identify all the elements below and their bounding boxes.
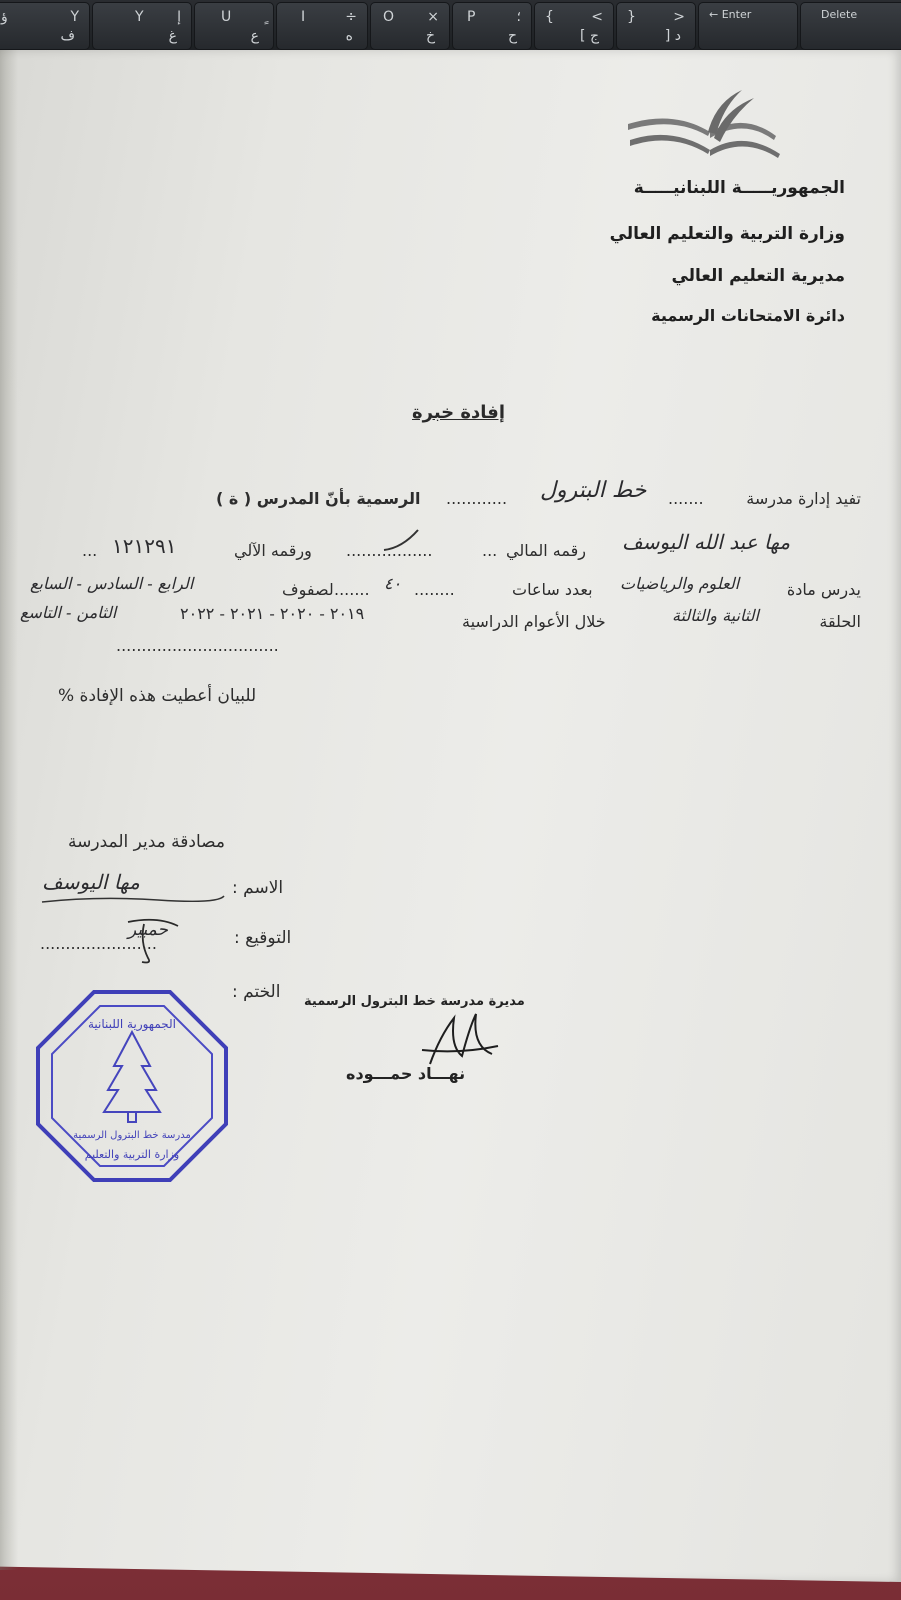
ministry-book-logo-icon [624,88,784,170]
enter-arrow-icon: ← [709,8,719,21]
key-u[interactable]: U ع [194,2,274,50]
key-y[interactable]: Y إ غ [92,2,192,50]
letterhead-department: دائرة الامتحانات الرسمية [651,306,845,325]
letterhead-ministry: وزارة التربية والتعليم العالي [609,224,845,244]
official-school-stamp-icon [34,988,230,1184]
page-fold-shadow [0,50,18,1570]
delete-key[interactable]: Delete [800,2,901,50]
financial-number-mark-icon [380,526,424,556]
keyboard [0,0,901,56]
years-label: خلال الأعوام الدراسية [462,612,606,631]
stamp-center-text: مدرسة خط البترول الرسمية [73,1130,191,1141]
key-p[interactable]: P ؛ ح [452,2,532,50]
stamp-bottom-text: وزارة التربية والتعليم [84,1148,180,1161]
classes-handwritten: الرابع - السادس - السابع [30,574,194,593]
signature-scribble-icon [118,912,210,968]
key-i[interactable]: I ÷ ه [276,2,368,50]
stamp-label: الختم : [232,982,281,1002]
director-name: نهـــاد حمـــوده [346,1064,466,1083]
closing-statement: للبيان أعطيت هذه الإفادة % [58,686,257,706]
financial-number-label: رقمه المالي [506,541,586,560]
subject-label: يدرس مادة [786,580,861,599]
principal-approval-heading: مصادقة مدير المدرسة [68,832,226,852]
letterhead-directorate: مديرية التعليم العالي [671,266,845,286]
school-name-handwritten: خط البترول [540,478,647,503]
computer-number-handwritten: ١٢١٢٩١ [112,534,177,558]
classes-label: لصفوف [282,580,334,599]
line1-intro: تفيد إدارة مدرسة [746,489,861,508]
signature-label: التوقيع : [234,928,292,948]
name-label: الاسم : [232,878,284,898]
document-title: إفادة خبرة [412,402,505,423]
teacher-name-handwritten: مها عبد الله اليوسف [622,530,791,554]
years-handwritten: ٢٠١٩ - ٢٠٢٠ - ٢٠٢١ - ٢٠٢٢ [180,604,365,623]
key-bracket-left[interactable]: { < [ ج [534,2,614,50]
stamp-top-text: الجمهورية اللبنانية [87,1017,177,1031]
letterhead-republic: الجمهوريـــــة اللبنانيـــــة [633,178,845,198]
name-underline-stroke-icon [38,888,228,908]
line1-teacher: الرسمية بأنّ المدرس ( ة ) [216,489,421,508]
computer-number-label: ورقمه الآلي [234,541,312,560]
principal-name-handwritten: مها اليوسف [42,870,140,894]
hours-handwritten: ٤٠ [384,574,402,593]
enter-key[interactable]: ← Enter [698,2,798,50]
director-title: مديرة مدرسة خط البترول الرسمية [304,994,525,1009]
hours-label: بعدد ساعات [512,580,593,599]
key-bracket-right[interactable]: } > ] د [616,2,696,50]
key-t[interactable]: Y ف ؤ [0,2,90,50]
subject-handwritten: العلوم والرياضيات [620,574,740,593]
cycle-label: الحلقة [819,612,861,631]
signature-handwritten: حمبير [128,920,168,940]
key-o[interactable]: O × خ [370,2,450,50]
cycle-handwritten: الثانية والثالثة [672,606,759,625]
classes-continued-handwritten: الثامن - التاسع [20,603,117,622]
